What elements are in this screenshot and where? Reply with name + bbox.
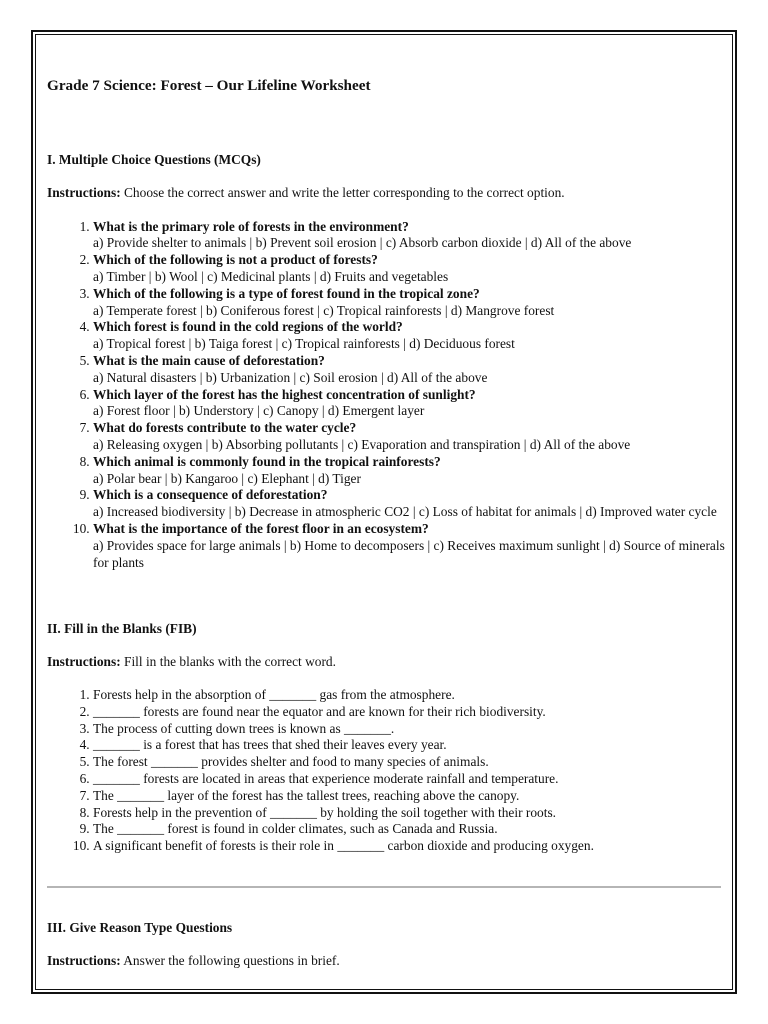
fib-item: 8. Forests help in the prevention of _______ by holding the soil together with their roots. xyxy=(93,805,727,822)
instructions-text: Choose the correct answer and write the letter corresponding to the correct option. xyxy=(120,184,565,200)
mcq-question: 8. Which animal is commonly found in the tropical rainforests? xyxy=(93,453,441,469)
mcq-question: 4. Which forest is found in the cold regions of the world? xyxy=(93,319,403,335)
instructions-text: Answer the following questions in brief. xyxy=(120,952,340,968)
fib-item: 2. _______ forests are found near the equator and are known for their rich biodiversity. xyxy=(93,704,727,721)
fib-item: 4. _______ is a forest that has trees that shed their leaves every year. xyxy=(93,737,727,754)
mcq-options: a) Provides space for large animals | b) Home to decomposers | c) Receives maximum sunlight | d) Source of minerals for plants xyxy=(93,537,725,570)
worksheet-title: Grade 7 Science: Forest – Our Lifeline Worksheet xyxy=(47,77,371,94)
mcq-options: a) Increased biodiversity | b) Decrease in atmospheric CO2 | c) Loss of habitat for animals | d) Improved water cycle xyxy=(93,504,717,520)
instructions-label: Instructions: xyxy=(47,952,121,968)
mcq-question: 5. What is the main cause of deforestation? xyxy=(93,352,325,368)
section-reason-instructions xyxy=(47,953,727,970)
section-divider xyxy=(47,886,721,888)
fib-item: 10. A significant benefit of forests is their role in _______ carbon dioxide and producing oxygen. xyxy=(93,838,727,855)
mcq-item xyxy=(93,319,727,353)
mcq-question: 10. What is the importance of the forest floor in an ecosystem? xyxy=(93,520,429,536)
section-reason xyxy=(47,920,727,970)
mcq-options: a) Tropical forest | b) Taiga forest | c) Tropical rainforests | d) Deciduous forest xyxy=(93,336,515,352)
mcq-item xyxy=(93,454,727,488)
instructions-label: Instructions: xyxy=(47,184,121,200)
mcq-question: 7. What do forests contribute to the water cycle? xyxy=(93,420,357,436)
mcq-item xyxy=(93,252,727,286)
section-reason-heading: III. Give Reason Type Questions xyxy=(47,920,233,935)
fib-item: 1. Forests help in the absorption of _______ gas from the atmosphere. xyxy=(93,687,727,704)
mcq-question: 2. Which of the following is not a product of forests? xyxy=(93,252,378,268)
fib-item: 7. The _______ layer of the forest has the tallest trees, reaching above the canopy. xyxy=(93,788,727,805)
fib-item: 5. The forest _______ provides shelter and food to many species of animals. xyxy=(93,754,727,771)
fib-item: 6. _______ forests are located in areas that experience moderate rainfall and temperature. xyxy=(93,771,727,788)
mcq-options: a) Forest floor | b) Understory | c) Canopy | d) Emergent layer xyxy=(93,403,425,419)
mcq-question: 6. Which layer of the forest has the highest concentration of sunlight? xyxy=(93,386,476,402)
fib-item: 9. The _______ forest is found in colder climates, such as Canada and Russia. xyxy=(93,821,727,838)
instructions-text: Fill in the blanks with the correct word. xyxy=(120,654,336,670)
mcq-item xyxy=(93,353,727,387)
mcq-list xyxy=(47,219,727,572)
fib-item: 3. The process of cutting down trees is known as _______. xyxy=(93,721,727,738)
mcq-item xyxy=(93,487,727,521)
worksheet-content xyxy=(47,78,727,855)
mcq-options: a) Releasing oxygen | b) Absorbing pollutants | c) Evaporation and transpiration | d) All of the above xyxy=(93,436,631,452)
mcq-item xyxy=(93,387,727,421)
mcq-item xyxy=(93,521,727,571)
section-fib-instructions xyxy=(47,654,727,671)
mcq-options: a) Timber | b) Wool | c) Medicinal plants | d) Fruits and vegetables xyxy=(93,268,449,284)
mcq-question: 1. What is the primary role of forests in the environment? xyxy=(93,218,409,234)
mcq-item xyxy=(93,286,727,320)
mcq-options: a) Natural disasters | b) Urbanization | c) Soil erosion | d) All of the above xyxy=(93,369,488,385)
section-mcq-instructions xyxy=(47,185,727,202)
section-mcq-heading: I. Multiple Choice Questions (MCQs) xyxy=(47,152,261,167)
mcq-options: a) Polar bear | b) Kangaroo | c) Elephant | d) Tiger xyxy=(93,470,361,486)
mcq-item xyxy=(93,219,727,253)
mcq-options: a) Provide shelter to animals | b) Prevent soil erosion | c) Absorb carbon dioxide | d) All of the above xyxy=(93,235,632,251)
mcq-options: a) Temperate forest | b) Coniferous forest | c) Tropical rainforests | d) Mangrove forest xyxy=(93,302,555,318)
mcq-question: 9. Which is a consequence of deforestation? xyxy=(93,487,328,503)
instructions-label: Instructions: xyxy=(47,654,121,670)
mcq-question: 3. Which of the following is a type of forest found in the tropical zone? xyxy=(93,285,480,301)
section-fib-heading: II. Fill in the Blanks (FIB) xyxy=(47,621,197,637)
fib-list xyxy=(47,687,727,855)
mcq-item xyxy=(93,420,727,454)
